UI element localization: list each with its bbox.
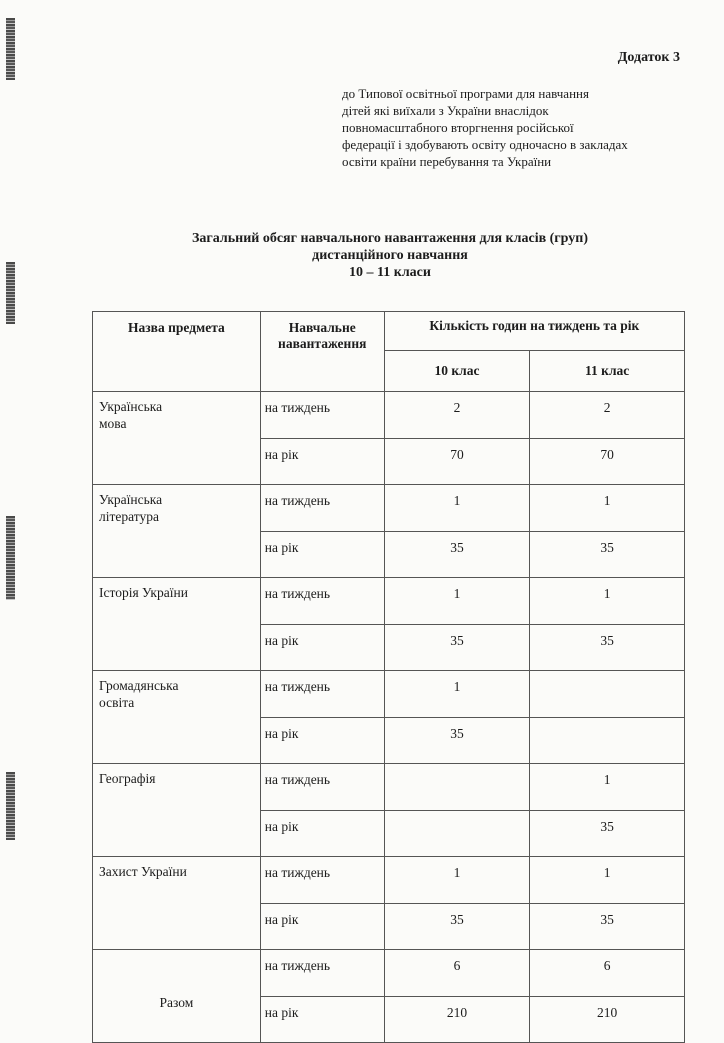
subject-name: Українська [99,492,163,507]
appendix-label: Додаток 3 [617,50,680,65]
document-title [100,230,680,281]
load-label: на рік [260,718,384,764]
hours-value: 6 [530,950,685,997]
title-line: Загальний обсяг навчального навантаження для класів (груп) [192,231,588,246]
subtitle-line: федерації і здобувають освіту одночасно в закладах [342,137,628,152]
hours-value: 35 [530,904,685,950]
hours-value [530,671,685,718]
hours-value: 2 [384,392,530,439]
hours-value: 6 [384,950,530,997]
hours-value: 35 [384,904,530,950]
subject-cell [93,857,261,950]
hours-value: 1 [530,578,685,625]
load-label: на тиждень [260,950,384,997]
hours-value [530,718,685,764]
table-row [93,857,685,904]
subtitle-line: повномасштабного вторгнення російської [342,120,574,135]
scan-edge-mark-2 [6,262,15,324]
hours-value: 210 [384,997,530,1043]
subject-name: Історія України [99,585,188,600]
hours-value: 70 [530,439,685,485]
load-label: на рік [260,439,384,485]
hours-value: 1 [384,857,530,904]
hours-value: 1 [384,578,530,625]
total-label: Разом [93,950,261,1043]
load-label: на тиждень [260,578,384,625]
subject-name: Громадянська [99,678,179,693]
title-line: 10 – 11 класи [349,265,431,280]
subtitle-line: до Типової освітньої програми для навчання [342,86,589,101]
load-label: на рік [260,532,384,578]
subject-name: Українська [99,399,163,414]
hours-value [384,764,530,811]
workload-table [92,311,685,1043]
subject-name: освіта [99,695,135,710]
subtitle-line: освіти країни перебування та України [342,154,552,169]
hours-value: 1 [530,485,685,532]
subject-cell [93,578,261,671]
load-label: на тиждень [260,485,384,532]
hours-value: 1 [384,671,530,718]
header-load [260,312,384,392]
subject-name: Захист України [99,864,187,879]
table-row [93,578,685,625]
subject-cell [93,392,261,485]
subject-name: мова [99,416,127,431]
load-label: на рік [260,997,384,1043]
subject-cell [93,764,261,857]
header-load-line: навантаження [278,336,367,351]
scan-edge-mark-1 [6,18,15,80]
table-header-row [93,312,685,351]
appendix-subtitle [342,85,682,170]
load-label: на рік [260,811,384,857]
table-row [93,671,685,718]
load-label: на рік [260,625,384,671]
subject-cell [93,671,261,764]
scan-edge-mark-3 [6,516,15,600]
table-row [93,485,685,532]
load-label: на тиждень [260,857,384,904]
hours-value: 35 [530,811,685,857]
table-row [93,392,685,439]
scan-edge-mark-4 [6,772,15,840]
subject-cell [93,485,261,578]
header-grade-10: 10 клас [384,351,530,392]
load-label: на рік [260,904,384,950]
hours-value: 1 [530,857,685,904]
hours-value: 35 [384,625,530,671]
subject-name: Географія [99,771,156,786]
header-hours: Кількість годин на тиждень та рік [384,312,684,351]
load-label: на тиждень [260,671,384,718]
header-grade-11: 11 клас [530,351,685,392]
hours-value: 70 [384,439,530,485]
table-row-total [93,950,685,997]
hours-value: 1 [530,764,685,811]
header-subject: Назва предмета [93,312,261,392]
load-label: на тиждень [260,392,384,439]
hours-value [384,811,530,857]
subtitle-line: дітей які виїхали з України внаслідок [342,103,549,118]
table-row [93,764,685,811]
header-load-line: Навчальне [288,320,356,335]
hours-value: 210 [530,997,685,1043]
subject-name: література [99,509,159,524]
hours-value: 1 [384,485,530,532]
hours-value: 35 [384,718,530,764]
hours-value: 2 [530,392,685,439]
load-label: на тиждень [260,764,384,811]
title-line: дистанційного навчання [312,248,468,263]
hours-value: 35 [384,532,530,578]
hours-value: 35 [530,532,685,578]
hours-value: 35 [530,625,685,671]
